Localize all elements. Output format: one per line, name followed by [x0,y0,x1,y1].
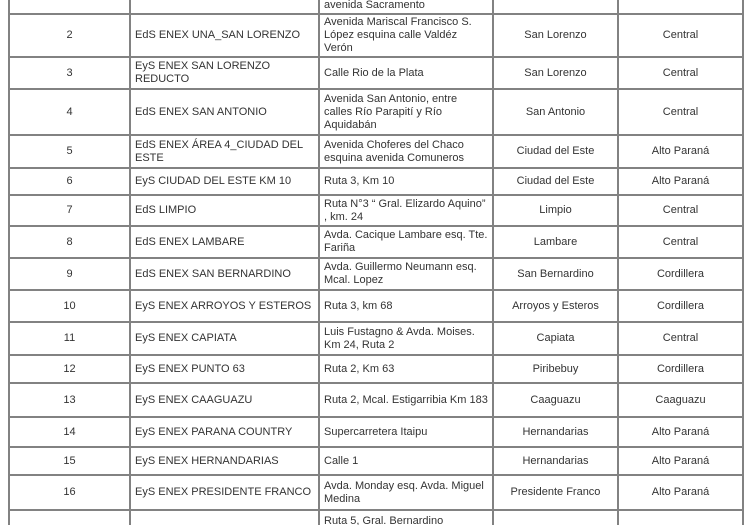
station-number-cell: 8 [9,226,130,258]
station-number-cell: 6 [9,168,130,195]
address-cell: Avenida Choferes del Chaco esquina avenida Comuneros [319,135,493,168]
city-cell: San Bernardino [493,258,618,290]
department-cell: Central [618,226,743,258]
address-cell: Ruta 5, Gral. Bernardino [319,510,493,525]
address-cell: Avenida Mariscal Francisco S. López esquina calle Valdéz Verón [319,14,493,57]
table-row [9,290,743,322]
station-name-cell: EyS ENEX PRESIDENTE FRANCO [130,475,319,510]
station-number-cell: 4 [9,89,130,135]
department-cell: Alto Paraná [618,168,743,195]
department-cell: Central [618,57,743,89]
city-cell: Presidente Franco [493,475,618,510]
city-cell: Ciudad del Este [493,168,618,195]
table-row [9,195,743,226]
city-cell: Ciudad del Este [493,135,618,168]
station-number-cell: 14 [9,417,130,447]
address-cell: Ruta 3, km 68 [319,290,493,322]
department-cell: Cordillera [618,258,743,290]
table-row [9,226,743,258]
station-number-cell: 13 [9,383,130,417]
city-cell [493,0,618,14]
station-number-cell: 9 [9,258,130,290]
station-name-cell: EdS LIMPIO [130,195,319,226]
department-cell: Cordillera [618,355,743,383]
station-name-cell: EdS ENEX SAN ANTONIO [130,89,319,135]
station-number-cell: 15 [9,447,130,475]
station-number-cell: 12 [9,355,130,383]
station-number-cell: 7 [9,195,130,226]
stations-table [8,0,744,525]
address-cell: Supercarretera Itaipu [319,417,493,447]
address-cell: Ruta 2, Km 63 [319,355,493,383]
department-cell: Central [618,322,743,355]
address-cell: Avda. Monday esq. Avda. Miguel Medina [319,475,493,510]
station-number-cell: 16 [9,475,130,510]
station-number-cell: 5 [9,135,130,168]
city-cell: Arroyos y Esteros [493,290,618,322]
table-row [9,14,743,57]
city-cell: Lambare [493,226,618,258]
table-row-partial-top [9,0,743,14]
station-name-cell: EyS ENEX PUNTO 63 [130,355,319,383]
department-cell: Central [618,89,743,135]
station-name-cell: EyS ENEX SAN LORENZO REDUCTO [130,57,319,89]
station-name-cell [130,0,319,14]
department-cell: Central [618,14,743,57]
city-cell: San Antonio [493,89,618,135]
station-name-cell: EyS ENEX CAPIATA [130,322,319,355]
station-number-cell: 11 [9,322,130,355]
table-row [9,355,743,383]
city-cell: Piribebuy [493,355,618,383]
department-cell [618,510,743,525]
address-cell: Avda. Guillermo Neumann esq. Mcal. Lopez [319,258,493,290]
station-name-cell: EyS ENEX HERNANDARIAS [130,447,319,475]
city-cell: Limpio [493,195,618,226]
address-cell: Luis Fustagno & Avda. Moises. Km 24, Ruta 2 [319,322,493,355]
station-number-cell: 2 [9,14,130,57]
city-cell: San Lorenzo [493,57,618,89]
table-row [9,135,743,168]
department-cell: Caaguazu [618,383,743,417]
station-number-cell: 3 [9,57,130,89]
table-row [9,447,743,475]
station-name-cell: EyS ENEX ARROYOS Y ESTEROS [130,290,319,322]
table-row [9,417,743,447]
address-cell: Avda. Cacique Lambare esq. Tte. Fariña [319,226,493,258]
department-cell: Cordillera [618,290,743,322]
department-cell [618,0,743,14]
city-cell: Capiata [493,322,618,355]
table-row [9,57,743,89]
station-name-cell: EdS ENEX SAN BERNARDINO [130,258,319,290]
station-name-cell: EdS ENEX LAMBARE [130,226,319,258]
station-name-cell [130,510,319,525]
city-cell: Hernandarias [493,417,618,447]
table-row [9,383,743,417]
station-name-cell: EyS CIUDAD DEL ESTE KM 10 [130,168,319,195]
city-cell: San Lorenzo [493,14,618,57]
address-cell: Ruta 2, Mcal. Estigarribia Km 183 [319,383,493,417]
station-name-cell: EyS ENEX PARANA COUNTRY [130,417,319,447]
station-name-cell: EyS ENEX CAAGUAZU [130,383,319,417]
department-cell: Alto Paraná [618,417,743,447]
city-cell [493,510,618,525]
table-row [9,89,743,135]
table-row [9,322,743,355]
station-number-cell: 10 [9,290,130,322]
address-cell: Ruta N°3 “ Gral. Elizardo Aquino” , km. 24 [319,195,493,226]
table-row-partial-bottom [9,510,743,525]
city-cell: Hernandarias [493,447,618,475]
station-number-cell [9,510,130,525]
address-cell: avenida Sacramento [319,0,493,14]
address-cell: Avenida San Antonio, entre calles Río Parapití y Río Aquidabán [319,89,493,135]
department-cell: Alto Paraná [618,135,743,168]
department-cell: Central [618,195,743,226]
department-cell: Alto Paraná [618,447,743,475]
address-cell: Calle 1 [319,447,493,475]
table-row [9,475,743,510]
address-cell: Ruta 3, Km 10 [319,168,493,195]
station-name-cell: EdS ENEX UNA_SAN LORENZO [130,14,319,57]
city-cell: Caaguazu [493,383,618,417]
department-cell: Alto Paraná [618,475,743,510]
station-name-cell: EdS ENEX ÁREA 4_CIUDAD DEL ESTE [130,135,319,168]
station-number-cell [9,0,130,14]
table-row [9,258,743,290]
table-row [9,168,743,195]
address-cell: Calle Rio de la Plata [319,57,493,89]
